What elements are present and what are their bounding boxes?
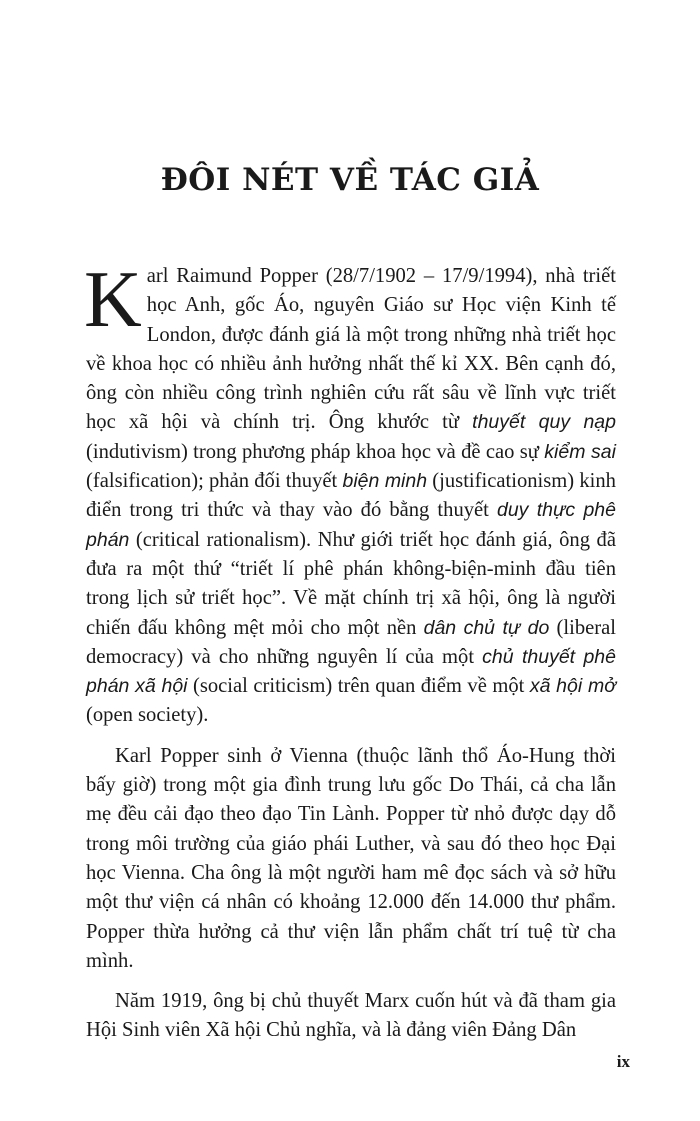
- paragraph-1-text: (open society).: [86, 704, 209, 727]
- paragraph-2: Karl Popper sinh ở Vienna (thuộc lãnh thổ Áo-Hung thời bấy giờ) trong một gia đình trung lưu gốc Do Thái, cả cha lẫn mẹ đều cải đạo theo đạo Tin Lành. Popper từ nhỏ được dạy dỗ trong môi trường của giáo phái Luther, và sau đó theo học Đại học Vienna. Cha ông là một người ham mê đọc sách và sở hữu một thư viện cá nhân có khoảng 12.000 đến 14.000 thư phẩm. Popper thừa hưởng cả thư viện lẫn phẩm chất trí tuệ từ cha mình.: [86, 744, 616, 972]
- paragraph-1-text: (critical rationalism). Như giới triết học đánh giá, ông đã đưa ra một thứ “triết lí phê phán không-biện-minh đầu tiên trong lịch sử triết học”. Về mặt chính trị xã hội, ông là người chiến đấu không mệt mỏi cho một nền: [86, 528, 616, 639]
- term-induction: thuyết quy nạp: [472, 411, 616, 434]
- page-title: ĐÔI NÉT VỀ TÁC GIẢ: [160, 162, 540, 198]
- drop-cap: K: [84, 256, 142, 344]
- page-number: ix: [616, 1052, 630, 1071]
- term-justification: biện minh: [342, 470, 428, 493]
- body-text: [84, 256, 616, 1057]
- paragraph-1-text: (indutivism) trong phương pháp khoa học và đề cao sự: [86, 440, 545, 463]
- term-liberal-democracy: dân chủ tự do: [423, 616, 550, 639]
- term-social-criticism: chủ thuyết phê phán xã hội: [86, 645, 616, 698]
- term-open-society: xã hội mở: [529, 675, 616, 698]
- paragraph-1-text: arl Raimund Popper (28/7/1902 – 17/9/1994), nhà triết học Anh, gốc Áo, nguyên Giáo sư Học viện Kinh tế London, được đánh giá là một trong những nhà triết học về khoa học có nhiều ảnh hưởng nhất thế kỉ XX. Bên cạnh đó, ông còn nhiều công trình nghiên cứu rất sâu về lĩnh vực triết học xã hội và chính trị. Ông khước từ: [86, 265, 616, 434]
- paragraph-1-text: (justificationism) kinh điển trong tri thức và thay vào đó bằng thuyết: [86, 470, 616, 522]
- paragraph-1-text: (social criticism) trên quan điểm về một: [187, 675, 530, 698]
- term-critical-rationalism: duy thực phê phán: [86, 499, 616, 551]
- paragraph-1: [84, 256, 616, 731]
- paragraph-1-text: (liberal democracy) và cho những nguyên lí của một: [86, 616, 616, 668]
- term-falsification: kiểm sai: [544, 440, 616, 463]
- paragraph-3: Năm 1919, ông bị chủ thuyết Marx cuốn hút và đã tham gia Hội Sinh viên Xã hội Chủ nghĩa, và là đảng viên Đảng Dân: [86, 990, 616, 1042]
- paragraph-1-text: (falsification); phản đối thuyết: [86, 470, 343, 493]
